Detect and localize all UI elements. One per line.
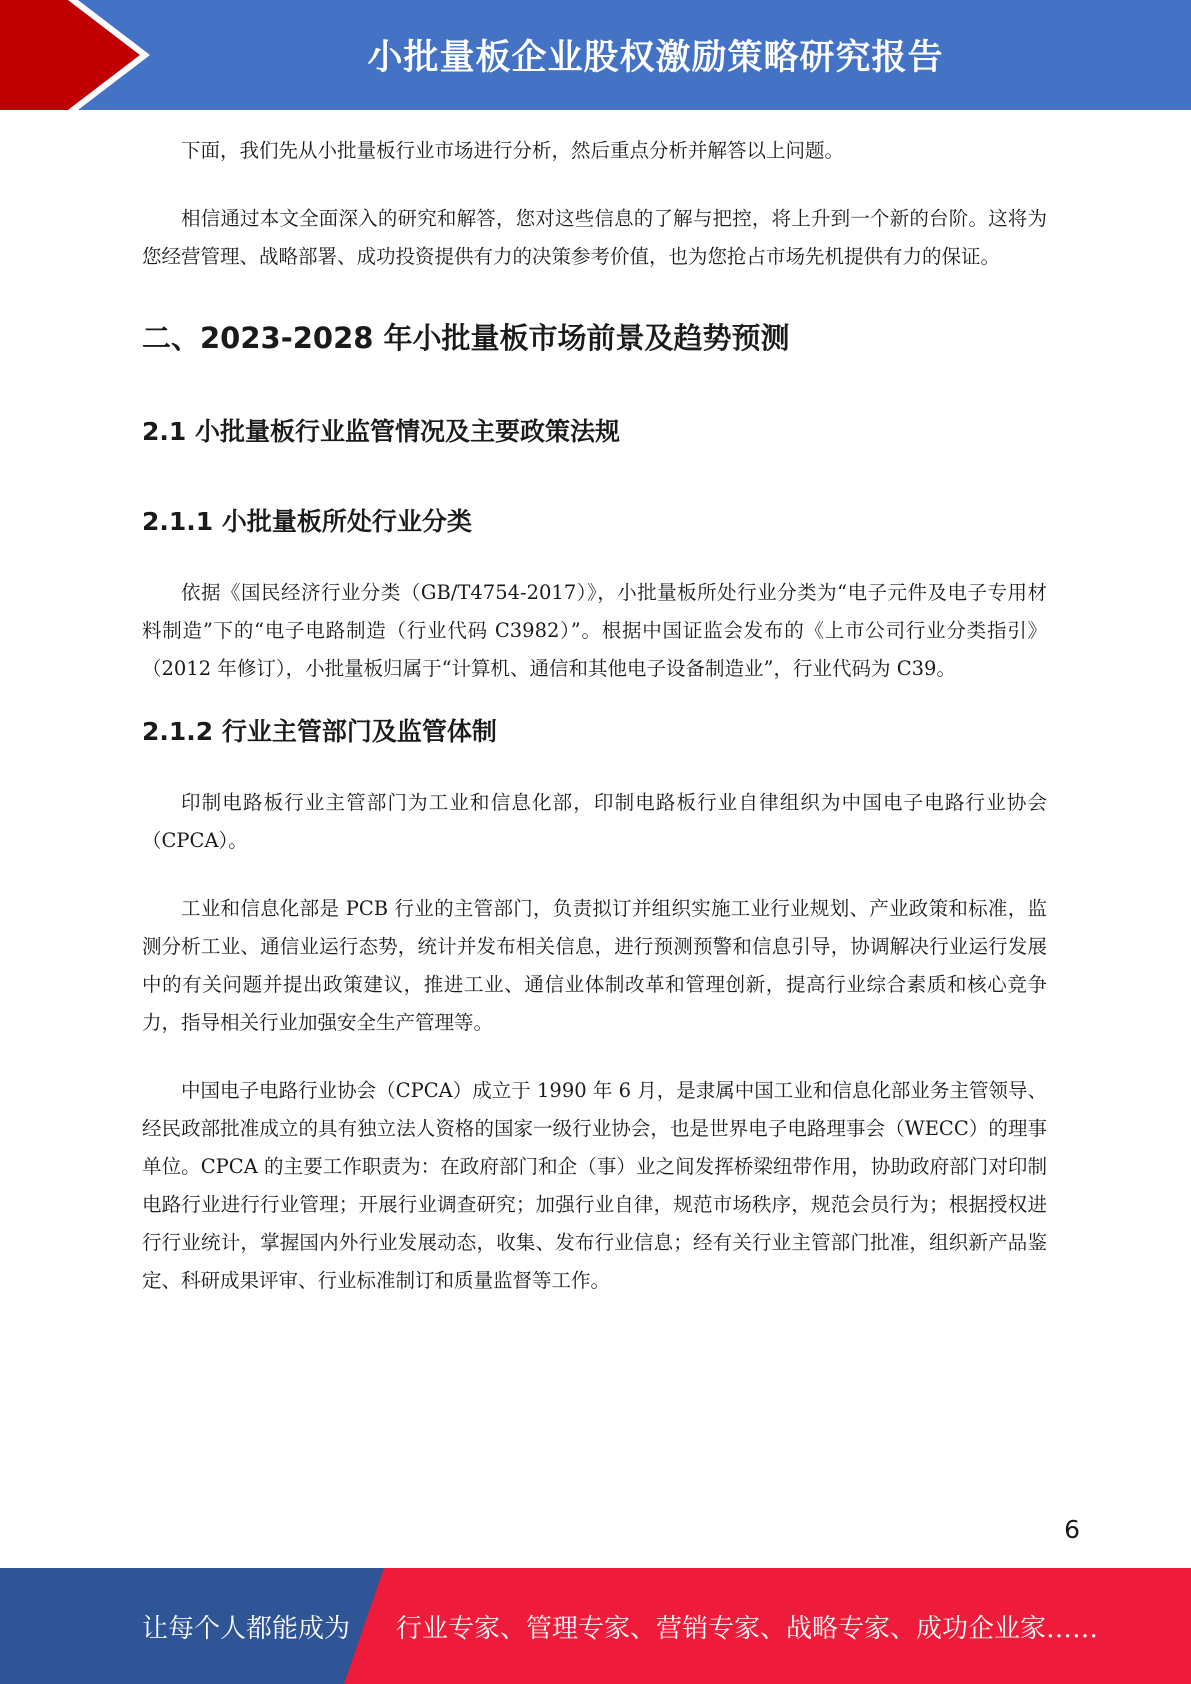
subsection-heading-2-1-2: 2.1.2 行业主管部门及监管体制 [142,717,497,746]
paragraph-miit: 工业和信息化部是 PCB 行业的主管部门，负责拟订并组织实施工业行业规划、产业政策和标准，监测分析工业、通信业运行态势，统计并发布相关信息，进行预测预警和信息引导，协调解决行业运行发展中的有关问题并提出政策建议，推进工业、通信业体制改革和管理创新，提高行业综合素质和核心竞争力，指导相关行业加强安全生产管理等。 [142,897,1047,1034]
subsection-heading-2-1-1: 2.1.1 小批量板所处行业分类 [142,507,472,536]
paragraph-authority: 印制电路板行业主管部门为工业和信息化部，印制电路板行业自律组织为中国电子电路行业协会（CPCA）。 [142,791,1047,852]
paragraph-industry-classification: 依据《国民经济行业分类（GB/T4754-2017）》，小批量板所处行业分类为“电子元件及电子专用材料制造”下的“电子电路制造（行业代码 C3982）”。根据中国证监会发布的《上市公司行业分类指引》（2012 年修订），小批量板归属于“计算机、通信和其他电子设备制造业”，行业代码为 C39。 [142,581,1047,680]
subsection-heading-2-1: 2.1 小批量板行业监管情况及主要政策法规 [142,417,620,446]
section-heading: 二、2023-2028 年小批量板市场前景及趋势预测 [142,321,790,355]
paragraph-cpca: 中国电子电路行业协会（CPCA）成立于 1990 年 6 月，是隶属中国工业和信息化部业务主管领导、经民政部批准成立的具有独立法人资格的国家一级行业协会，也是世界电子电路理事会（WECC）的理事单位。CPCA 的主要工作职责为：在政府部门和企（事）业之间发挥桥梁纽带作用，协助政府部门对印制电路行业进行行业管理；开展行业调查研究；加强行业自律，规范市场秩序，规范会员行为；根据授权进行行业统计，掌握国内外行业发展动态，收集、发布行业信息；经有关行业主管部门批准，组织新产品鉴定、科研成果评审、行业标准制订和质量监督等工作。 [142,1079,1047,1292]
paragraph-intro: 下面，我们先从小批量板行业市场进行分析，然后重点分析并解答以上问题。 [181,139,845,162]
report-footer [0,1568,1191,1684]
document-body [142,132,1047,1300]
report-header [0,0,1191,110]
paragraph-value: 相信通过本文全面深入的研究和解答，您对这些信息的了解与把控，将上升到一个新的台阶。这将为您经营管理、战略部署、成功投资提供有力的决策参考价值，也为您抢占市场先机提供有力的保证。 [142,207,1047,268]
report-title: 小批量板企业股权激励策略研究报告 [367,38,944,78]
page-number: 6 [1064,1515,1080,1544]
footer-slogan-left: 让每个人都能成为 [142,1613,351,1644]
footer-slogan-right: 行业专家、管理专家、营销专家、战略专家、成功企业家…… [396,1613,1099,1644]
